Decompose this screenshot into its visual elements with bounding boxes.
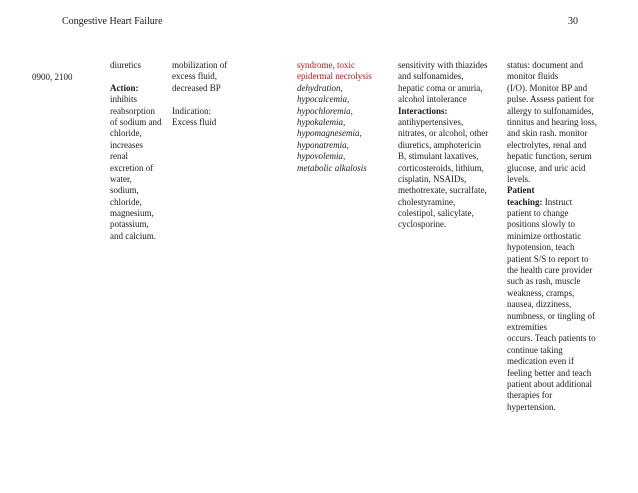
nursing-line: tinnitus and hearing loss, — [507, 116, 597, 127]
contraindication-line: alcohol intolerance — [398, 94, 467, 105]
teaching-line: such as rash, muscle — [507, 276, 581, 287]
nursing-line: and skin rash. monitor — [507, 128, 588, 139]
administration-times: 0900, 2100 — [32, 72, 73, 82]
action-line: chloride, — [110, 128, 142, 139]
side-effect-line: hypochloremia, — [297, 105, 353, 116]
action-text-line: excess fluid, — [172, 71, 217, 82]
side-effect-red-line: epidermal necrolysis — [297, 71, 372, 82]
action-line: excretion of — [110, 162, 154, 173]
teaching-line: weakness, cramps, — [507, 287, 575, 298]
action-line: chloride, — [110, 196, 142, 207]
side-effect-red-line: syndrome, toxic — [297, 60, 355, 70]
teaching-line: positions slowly to — [507, 219, 576, 230]
interaction-line: nitrates, or alcohol, other — [398, 128, 489, 139]
indication-line: Indication: — [172, 105, 211, 116]
teaching-line: minimize orthostatic — [507, 230, 582, 241]
interaction-line: cisplatin, NSAIDs, — [398, 173, 467, 184]
page-header-title: Congestive Heart Failure — [62, 16, 163, 27]
side-effect-line: hyponatremia, — [297, 139, 349, 150]
side-effects-column — [297, 60, 372, 174]
interaction-line: corticosteroids, lithium, — [398, 162, 484, 173]
spacer — [110, 71, 162, 82]
teaching-line: numbness, or tingling of — [507, 310, 595, 321]
class-line: diuretics — [110, 60, 141, 70]
patient-teaching-heading: Patient — [507, 185, 535, 196]
time-column — [32, 72, 73, 83]
action-text-line: mobilization of — [172, 60, 228, 70]
action-heading: Action: — [110, 82, 139, 93]
teaching-line: nausea, dizziness, — [507, 299, 572, 310]
side-effect-line: metabolic alkalosis — [297, 162, 367, 173]
teaching-heading: teaching: — [507, 196, 543, 207]
action-line: water, — [110, 173, 132, 184]
teaching-heading-line — [507, 197, 597, 208]
nursing-column — [507, 60, 597, 413]
contraindication-line: hepatic coma or anuria, — [398, 82, 483, 93]
nursing-line: electrolytes, renal and — [507, 139, 587, 150]
contraindication-line: and sulfonamides, — [398, 71, 464, 82]
nursing-line: (I/O). Monitor BP and — [507, 82, 588, 93]
action-line: inhibits — [110, 94, 138, 105]
interaction-line: colestipol, salicylate, — [398, 208, 474, 219]
side-effect-line: hypomagnesemia, — [297, 128, 362, 139]
contraindication-line: sensitivity with thiazides — [398, 60, 488, 70]
teaching-line: patient to change — [507, 208, 569, 219]
action-line: sodium, — [110, 185, 139, 196]
action-line: increases — [110, 139, 143, 150]
teaching-line: extremities — [507, 321, 547, 332]
interactions-column — [398, 60, 488, 231]
side-effect-line: hypovolemia, — [297, 151, 346, 162]
teaching-line: hypotension, teach — [507, 242, 575, 253]
action-column — [172, 60, 227, 128]
action-line: potassium, — [110, 219, 149, 230]
teaching-line: therapies for — [507, 390, 553, 401]
action-line: of sodium and — [110, 116, 162, 127]
interaction-line: cholestyramine, — [398, 196, 456, 207]
page-number: 30 — [568, 16, 578, 27]
teaching-line: hypertension. — [507, 401, 556, 412]
spacer — [172, 94, 227, 105]
interaction-line: methotrexate, sucralfate, — [398, 185, 487, 196]
action-line: magnesium, — [110, 208, 154, 219]
nursing-line: status: document and — [507, 60, 583, 70]
classification-column — [110, 60, 162, 242]
teaching-line: continue taking — [507, 344, 563, 355]
action-text-line: decreased BP — [172, 82, 221, 93]
nursing-line: levels. — [507, 173, 531, 184]
teaching-heading-rest: Instruct — [542, 196, 573, 207]
interaction-line: antihypertensives, — [398, 116, 464, 127]
teaching-line: occurs. Teach patients to — [507, 333, 596, 344]
action-line: and calcium. — [110, 230, 156, 241]
teaching-line: the health care provider — [507, 265, 593, 276]
teaching-line: patient about additional — [507, 378, 592, 389]
side-effect-line: hypocalcemia, — [297, 94, 350, 105]
interaction-line: diuretics, amphotericin — [398, 139, 481, 150]
teaching-line: feeling better and teach — [507, 367, 592, 378]
interaction-line: B, stimulant laxatives, — [398, 151, 479, 162]
action-line: renal — [110, 151, 128, 162]
teaching-line: medication even if — [507, 356, 574, 367]
teaching-line: patient S/S to report to — [507, 253, 589, 264]
nursing-line: pulse. Assess patient for — [507, 94, 594, 105]
nursing-line: hepatic function, serum — [507, 151, 592, 162]
interaction-line: cyclosporine. — [398, 219, 447, 230]
nursing-line: allergy to sulfonamides, — [507, 105, 594, 116]
indication-line: Excess fluid — [172, 116, 217, 127]
action-line: reabsorption — [110, 105, 155, 116]
interactions-heading: Interactions: — [398, 105, 448, 116]
side-effect-line: dehydration, — [297, 82, 343, 93]
nursing-line: monitor fluids — [507, 71, 559, 82]
side-effect-line: hypokalemia, — [297, 116, 346, 127]
nursing-line: glucose, and uric acid — [507, 162, 586, 173]
